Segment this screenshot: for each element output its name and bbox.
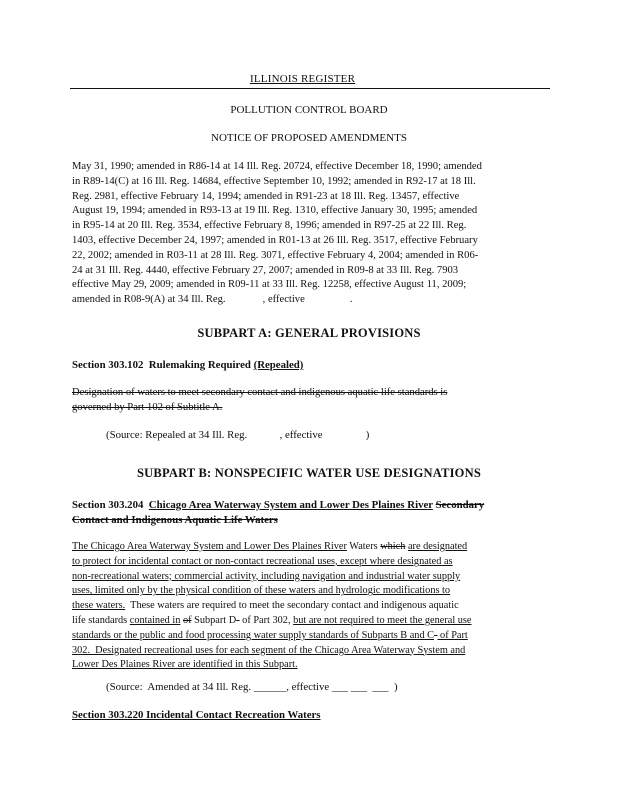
struck-text: - <box>236 614 240 626</box>
added-text: to protect for incidental contact or non-contact recreational uses, except where designated as <box>72 555 453 567</box>
section-repealed-tag: (Repealed) <box>253 359 304 371</box>
section-303-204-heading <box>72 498 550 528</box>
history-line: 24 at 31 Ill. Reg. 4440, effective February 27, 2007; amended in R09-8 at 33 Ill. Reg. 7903 <box>72 264 459 276</box>
body-text: These waters are required to meet the secondary contact and indigenous aquatic <box>125 600 459 612</box>
body-text: of Part 302, <box>239 614 294 626</box>
source-note-303-204: (Source: Amended at 34 Ill. Reg. ______, effective ___ ___ ___ ) <box>106 681 398 693</box>
body-text: Subpart D <box>191 614 237 626</box>
struck-text: of <box>182 614 192 626</box>
struck-text: - <box>434 629 438 641</box>
added-text: The Chicago Area Waterway System and Lower Des Plaines River <box>72 541 347 552</box>
struck-text: Designation of waters to meet secondary contact and indigenous aquatic life standards is <box>72 387 448 398</box>
history-line: in R95-14 at 20 Ill. Reg. 3534, effective February 8, 1996; amended in R97-25 at 22 Ill. Reg. <box>72 220 467 232</box>
register-header <box>70 73 550 91</box>
body-text: life standards <box>72 614 130 626</box>
register-title: ILLINOIS REGISTER <box>250 73 356 85</box>
added-text: non-recreational waters; commercial activity, including navigation and industrial water supply <box>72 570 461 582</box>
section-title: Rulemaking Required <box>148 359 251 371</box>
notice-title: NOTICE OF PROPOSED AMENDMENTS <box>211 132 407 144</box>
history-line: effective May 29, 2009; amended in R09-11 at 33 Ill. Reg. 12258, effective August 11, 2009; <box>72 279 467 291</box>
history-line: amended in R08-9(A) at 34 Ill. Reg. , effective . <box>72 294 353 306</box>
section-303-102-body <box>72 386 550 416</box>
history-line: 22, 2002; amended in R03-11 at 28 Ill. Reg. 3071, effective February 4, 2004; amended in R06- <box>72 249 479 261</box>
added-text: 302. <box>72 644 91 656</box>
added-text: these waters. <box>72 600 126 612</box>
added-text: uses, limited only by the physical condition of these waters and hydrologic modifications to <box>72 585 451 597</box>
added-text: contained in <box>129 614 181 626</box>
history-line: Reg. 2981, effective February 14, 1994; amended in R91-23 at 18 Ill. Reg. 13457, effective <box>72 190 460 202</box>
section-303-220-heading: Section 303.220 Incidental Contact Recreation Waters <box>72 709 321 721</box>
body-line <box>72 629 550 644</box>
section-303-204-body <box>72 540 550 673</box>
struck-text: which <box>380 541 406 552</box>
subpart-a-title: SUBPART A: GENERAL PROVISIONS <box>197 326 421 340</box>
section-title-struck: Secondary <box>435 499 485 511</box>
section-number: Section 303.204 <box>72 499 144 511</box>
header-rule <box>70 88 550 89</box>
added-text: are designated <box>407 541 468 552</box>
body-line <box>72 540 550 555</box>
history-paragraph <box>72 160 550 308</box>
body-line <box>72 644 550 659</box>
source-note-303-102: (Source: Repealed at 34 Ill. Reg. , effective ) <box>106 429 370 441</box>
added-text: standards or the public and food processing water supply standards of Subparts B and C <box>72 629 435 641</box>
section-number: Section 303.102 <box>72 359 144 371</box>
history-line: in R89-14(C) at 16 Ill. Reg. 14684, effective September 10, 1992; amended in R92-17 at 18 Ill. <box>72 175 476 187</box>
subpart-b-title: SUBPART B: NONSPECIFIC WATER USE DESIGNATIONS <box>137 466 481 480</box>
section-title-struck: Contact and Indigenous Aquatic Life Waters <box>72 513 278 526</box>
struck-text: governed by Part 102 of Subtitle A. <box>72 401 223 413</box>
added-text: Designated recreational uses for each segment of the Chicago Area Waterway System and <box>90 644 466 656</box>
history-line: May 31, 1990; amended in R86-14 at 14 Ill. Reg. 20724, effective December 18, 1990; amended <box>72 161 482 172</box>
history-line: August 19, 1994; amended in R93-13 at 19 Ill. Reg. 1310, effective January 30, 1995; amended <box>72 205 478 217</box>
added-text: Lower Des Plaines River are identified in this Subpart. <box>72 659 298 671</box>
added-text: but are not required to meet the general use <box>293 614 472 626</box>
added-text: of Part <box>437 629 468 641</box>
body-line <box>72 599 550 614</box>
body-text: Waters <box>346 541 381 552</box>
body-line <box>72 614 550 629</box>
agency-name: POLLUTION CONTROL BOARD <box>230 104 388 116</box>
section-title-added: Chicago Area Waterway System and Lower Des Plaines River <box>148 499 433 511</box>
section-303-102-heading <box>72 358 550 373</box>
history-line: 1403, effective December 24, 1997; amended in R01-13 at 26 Ill. Reg. 3517, effective February <box>72 234 478 246</box>
